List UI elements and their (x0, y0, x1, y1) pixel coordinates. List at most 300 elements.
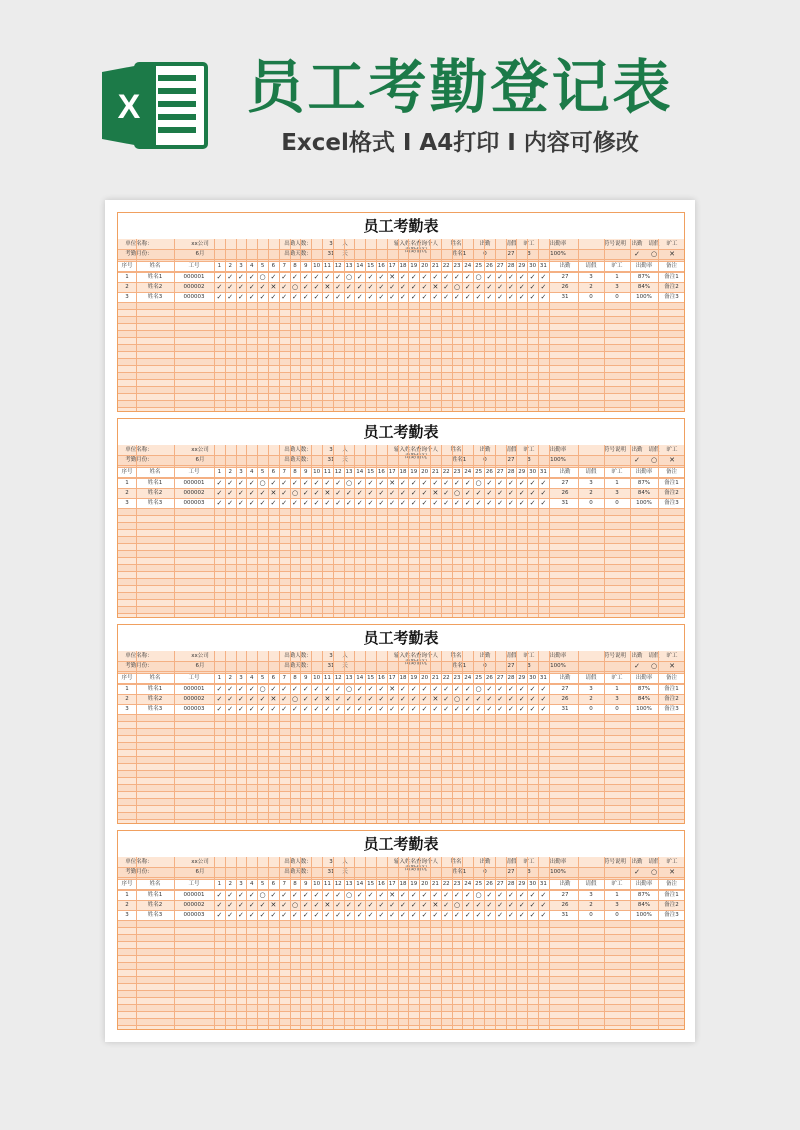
row-name: 姓名2 (147, 902, 163, 908)
col-absent: 旷工 (611, 675, 623, 681)
check-icon: ✓ (238, 499, 244, 507)
row-attend: 27 (561, 892, 569, 898)
col-day: 20 (421, 675, 429, 681)
col-day: 16 (377, 263, 385, 269)
query-name-input[interactable]: 姓名1 (451, 251, 467, 257)
check-icon: ✓ (378, 891, 385, 899)
col-day: 20 (421, 881, 429, 887)
grid-hline (118, 927, 684, 928)
check-icon: ✓ (464, 891, 471, 899)
staff-count-unit: 人 (342, 447, 348, 453)
query-name-input[interactable]: 姓名1 (451, 457, 467, 463)
check-icon: ✓ (464, 293, 471, 301)
query-name-header: 姓名 (450, 859, 462, 865)
query-leave: 27 (507, 869, 515, 875)
grid-hline (118, 742, 684, 743)
check-icon: ✓ (410, 273, 417, 281)
check-icon: ✓ (335, 479, 342, 487)
check-icon: ✓ (497, 901, 504, 909)
check-icon: ✓ (302, 891, 309, 899)
grid-vline (376, 445, 377, 618)
query-absent-header: 旷工 (523, 653, 535, 659)
check-icon: ✓ (238, 685, 244, 693)
check-icon: ✓ (540, 695, 547, 703)
check-icon: ✓ (421, 283, 428, 291)
check-icon: ✓ (443, 891, 450, 899)
row-id: 000002 (183, 490, 205, 496)
row-absent: 3 (615, 902, 619, 908)
row-note: 备注1 (664, 274, 679, 280)
query-rate-header: 出勤率 (549, 447, 567, 453)
check-icon: ✓ (281, 901, 288, 909)
check-icon: ✓ (227, 891, 234, 899)
col-day: 9 (304, 263, 308, 269)
check-icon: ✓ (518, 293, 525, 301)
row-rate: 87% (637, 892, 651, 898)
grid-hline (118, 1004, 684, 1005)
staff-count-value: 3 (329, 447, 333, 453)
month-label: 考勤月份： (125, 869, 153, 875)
grid-vline (398, 857, 399, 1030)
col-day: 6 (271, 263, 276, 269)
check-icon: ✓ (367, 685, 374, 693)
check-icon: ✓ (400, 293, 406, 301)
check-icon: ✓ (443, 499, 450, 507)
circle-icon: ○ (345, 891, 353, 899)
grid-hline (118, 777, 684, 778)
check-icon: ✓ (497, 685, 504, 693)
work-days-unit: 天 (342, 663, 348, 669)
grid-vline (578, 239, 579, 412)
grid-vline (225, 445, 226, 618)
check-icon: ✓ (475, 705, 482, 713)
query-attend-header: 出勤 (479, 241, 491, 247)
grid-vline (527, 445, 528, 618)
grid-lines (118, 419, 684, 617)
row-absent: 0 (615, 500, 619, 506)
check-icon: ✓ (367, 705, 374, 713)
grid-vline (604, 857, 605, 1030)
work-days-value: 31 (327, 251, 335, 257)
circle-icon: ○ (453, 901, 461, 909)
cross-icon: ✕ (432, 695, 439, 703)
grid-vline (484, 857, 485, 1030)
check-icon: ✓ (497, 273, 504, 281)
col-no: 序号 (121, 675, 133, 681)
grid-vline (246, 857, 247, 1030)
grid-vline (268, 239, 269, 412)
col-day: 30 (529, 263, 537, 269)
check-icon: ✓ (335, 911, 342, 919)
check-icon: ✓ (508, 479, 514, 487)
grid-hline (118, 661, 684, 662)
circle-icon: ○ (650, 662, 658, 670)
check-icon: ✓ (313, 911, 320, 919)
col-name: 姓名 (149, 263, 161, 269)
grid-vline (538, 857, 539, 1030)
row-name: 姓名3 (147, 912, 163, 918)
col-day: 8 (293, 881, 297, 887)
check-icon: ✓ (497, 911, 504, 919)
check-icon: ✓ (540, 293, 547, 301)
grid-vline (441, 651, 442, 824)
attendance-table (117, 624, 685, 824)
grid-vline (506, 445, 507, 618)
col-no: 序号 (121, 881, 133, 887)
symbol-absent-label: 旷工 (666, 447, 678, 453)
query-name-input[interactable]: 姓名1 (451, 663, 467, 669)
check-icon: ✓ (302, 705, 309, 713)
grid-vline (506, 857, 507, 1030)
check-icon: ✓ (389, 901, 396, 909)
col-rate: 出勤率 (635, 881, 653, 887)
col-day: 21 (431, 675, 439, 681)
check-icon: ✓ (324, 273, 331, 281)
check-icon: ✓ (540, 705, 547, 713)
col-day: 6 (271, 881, 276, 887)
symbol-leave-label: 请假 (648, 447, 660, 453)
grid-vline (495, 445, 496, 618)
check-icon: ✓ (410, 705, 417, 713)
row-note: 备注3 (664, 294, 679, 300)
grid-band (118, 1011, 684, 1018)
check-icon: ✓ (508, 273, 514, 281)
grid-hline (118, 819, 684, 820)
check-icon: ✓ (302, 273, 309, 281)
row-no: 2 (125, 902, 129, 908)
check-icon: ✓ (356, 273, 363, 281)
col-day: 8 (293, 675, 297, 681)
col-day: 29 (518, 881, 526, 887)
check-icon: ✓ (292, 685, 298, 693)
check-icon: ✓ (238, 901, 244, 909)
row-leave: 0 (589, 706, 593, 712)
check-icon: ✓ (292, 705, 298, 713)
check-icon: ✓ (313, 499, 320, 507)
row-attend: 27 (561, 480, 569, 486)
col-day: 13 (345, 469, 353, 475)
grid-hline (118, 323, 684, 324)
check-icon: ✓ (248, 499, 255, 507)
col-day: 9 (304, 881, 308, 887)
col-day: 31 (539, 675, 547, 681)
row-leave: 3 (589, 274, 593, 280)
grid-vline (365, 445, 366, 618)
check-icon: ✓ (400, 489, 406, 497)
check-icon: ✓ (238, 911, 244, 919)
symbol-leave-label: 请假 (648, 653, 660, 659)
grid-vline (506, 239, 507, 412)
row-note: 备注2 (664, 696, 679, 702)
row-rate: 100% (636, 500, 652, 506)
col-day: 17 (388, 469, 396, 475)
symbol-absent-label: 旷工 (666, 859, 678, 865)
check-icon: ✓ (486, 685, 493, 693)
check-icon: ✓ (313, 685, 320, 693)
grid-vline (452, 651, 453, 824)
grid-vline (136, 651, 137, 824)
grid-hline (118, 798, 684, 799)
col-day: 14 (356, 469, 364, 475)
company-label: 单位名称： (125, 241, 153, 247)
col-day: 9 (304, 675, 308, 681)
grid-vline (419, 651, 420, 824)
check-icon: ✓ (421, 695, 428, 703)
check-icon: ✓ (443, 695, 450, 703)
col-day: 5 (260, 675, 265, 681)
grid-vline (279, 857, 280, 1030)
row-leave: 2 (589, 490, 593, 496)
col-day: 12 (334, 263, 342, 269)
grid-vline (538, 239, 539, 412)
row-name: 姓名3 (147, 706, 163, 712)
col-leave: 请假 (585, 263, 597, 269)
symbol-attend-label: 出勤 (631, 859, 643, 865)
check-icon: ✓ (400, 685, 406, 693)
check-icon: ✓ (227, 911, 234, 919)
cross-icon: ✕ (389, 273, 396, 281)
row-no: 1 (125, 686, 129, 692)
col-day: 29 (518, 263, 526, 269)
grid-vline (430, 651, 431, 824)
col-day: 22 (442, 469, 450, 475)
grid-vline (473, 239, 474, 412)
row-no: 2 (125, 696, 129, 702)
grid-hline (118, 770, 684, 771)
check-icon: ✓ (421, 293, 428, 301)
grid-band (118, 997, 684, 1004)
check-icon: ✓ (356, 911, 363, 919)
grid-hline (118, 812, 684, 813)
grid-band (118, 337, 684, 344)
row-name: 姓名2 (147, 284, 163, 290)
check-icon: ✓ (518, 273, 525, 281)
col-day: 22 (442, 263, 450, 269)
check-icon: ✓ (324, 705, 331, 713)
attendance-table (117, 830, 685, 1030)
check-icon: ✓ (540, 499, 547, 507)
check-icon: ✓ (302, 695, 309, 703)
check-icon: ✓ (281, 293, 288, 301)
check-icon: ✓ (421, 705, 428, 713)
row-absent: 1 (615, 480, 619, 486)
check-icon: ✓ (443, 911, 450, 919)
row-id: 000001 (183, 274, 205, 280)
check-icon: ✓ (281, 283, 288, 291)
col-day: 9 (304, 469, 308, 475)
grid-hline (118, 613, 684, 614)
col-day: 15 (367, 263, 375, 269)
grid-hline (118, 900, 684, 901)
row-absent: 0 (615, 294, 619, 300)
col-day: 23 (453, 881, 461, 887)
check-icon: ✓ (432, 891, 439, 899)
grid-hline (118, 467, 684, 468)
query-name-header: 姓名 (450, 241, 462, 247)
col-no: 序号 (121, 263, 133, 269)
check-icon: ✓ (475, 283, 482, 291)
check-icon: ✓ (497, 479, 504, 487)
check-icon: ✓ (313, 273, 320, 281)
grid-vline (257, 651, 258, 824)
row-leave: 0 (589, 294, 593, 300)
grid-vline (658, 651, 659, 824)
check-icon: ✓ (400, 705, 406, 713)
staff-count-unit: 人 (342, 653, 348, 659)
row-rate: 87% (637, 686, 651, 692)
row-id: 000001 (183, 480, 205, 486)
circle-icon: ○ (453, 283, 461, 291)
check-icon: ✓ (367, 283, 374, 291)
check-icon: ✓ (270, 891, 277, 899)
col-day: 2 (228, 469, 232, 475)
row-attend: 31 (561, 912, 569, 918)
check-icon: ✓ (335, 695, 342, 703)
grid-vline (484, 239, 485, 412)
grid-hline (118, 694, 684, 695)
check-icon: ✓ (634, 868, 640, 876)
grid-vline (376, 651, 377, 824)
check-icon: ✓ (410, 685, 417, 693)
row-no: 3 (125, 912, 129, 918)
col-day: 27 (496, 881, 504, 887)
row-no: 2 (125, 490, 129, 496)
check-icon: ✓ (497, 695, 504, 703)
cross-icon: ✕ (669, 868, 675, 876)
query-leave-header: 请假 (505, 859, 517, 865)
col-note: 备注 (665, 675, 677, 681)
check-icon: ✓ (443, 273, 450, 281)
check-icon: ✓ (464, 499, 471, 507)
check-icon: ✓ (227, 695, 234, 703)
check-icon: ✓ (227, 283, 234, 291)
check-icon: ✓ (356, 489, 363, 497)
grid-hline (118, 805, 684, 806)
grid-vline (333, 651, 334, 824)
grid-vline (300, 857, 301, 1030)
col-day: 26 (485, 469, 493, 475)
grid-vline (549, 857, 550, 1030)
check-icon: ✓ (378, 499, 385, 507)
work-days-unit: 天 (342, 869, 348, 875)
grid-band (118, 805, 684, 812)
cross-icon: ✕ (432, 283, 439, 291)
grid-vline (549, 651, 550, 824)
check-icon: ✓ (281, 911, 288, 919)
check-icon: ✓ (346, 705, 352, 713)
check-icon: ✓ (432, 499, 439, 507)
check-icon: ✓ (464, 685, 471, 693)
grid-hline (118, 673, 684, 674)
check-icon: ✓ (324, 891, 331, 899)
row-name: 姓名1 (147, 686, 163, 692)
check-icon: ✓ (248, 695, 255, 703)
check-icon: ✓ (486, 911, 493, 919)
circle-icon: ○ (259, 273, 266, 281)
check-icon: ✓ (302, 479, 309, 487)
row-no: 3 (125, 500, 129, 506)
col-day: 1 (217, 675, 222, 681)
check-icon: ✓ (389, 499, 396, 507)
company-label: 单位名称： (125, 859, 153, 865)
col-day: 28 (507, 881, 515, 887)
check-icon: ✓ (292, 479, 298, 487)
col-day: 23 (453, 469, 461, 475)
grid-hline (118, 337, 684, 338)
check-icon: ✓ (464, 479, 471, 487)
check-icon: ✓ (227, 489, 234, 497)
col-day: 18 (399, 263, 407, 269)
col-day: 16 (377, 881, 385, 887)
check-icon: ✓ (259, 901, 266, 909)
check-icon: ✓ (400, 695, 406, 703)
symbol-attend-label: 出勤 (631, 447, 643, 453)
grid-band (118, 365, 684, 372)
row-attend: 31 (561, 706, 569, 712)
query-name-input[interactable]: 姓名1 (451, 869, 467, 875)
company-label: 单位名称： (125, 447, 153, 453)
check-icon: ✓ (216, 283, 223, 291)
cross-icon: ✕ (389, 685, 396, 693)
grid-vline (225, 857, 226, 1030)
grid-hline (118, 879, 684, 880)
check-icon: ✓ (540, 891, 547, 899)
query-attend-header: 出勤 (479, 653, 491, 659)
grid-band (118, 599, 684, 606)
col-day: 6 (271, 469, 276, 475)
staff-count-label: 出勤人数： (284, 447, 312, 453)
check-icon: ✓ (324, 911, 331, 919)
symbol-label: 符号说明 (604, 447, 627, 453)
check-icon: ✓ (216, 499, 223, 507)
check-icon: ✓ (410, 293, 417, 301)
check-icon: ✓ (367, 891, 374, 899)
grid-vline (246, 445, 247, 618)
grid-hline (118, 259, 684, 260)
grid-hline (118, 671, 684, 672)
grid-hline (118, 920, 684, 921)
symbol-absent-label: 旷工 (666, 653, 678, 659)
check-icon: ✓ (540, 685, 547, 693)
grid-vline (174, 445, 175, 618)
col-day: 25 (475, 881, 483, 887)
check-icon: ✓ (508, 283, 514, 291)
grid-vline (658, 445, 659, 618)
check-icon: ✓ (216, 489, 223, 497)
check-icon: ✓ (454, 293, 460, 301)
col-day: 12 (334, 469, 342, 475)
col-day: 27 (496, 263, 504, 269)
grid-band (118, 955, 684, 962)
col-absent: 旷工 (611, 263, 623, 269)
row-absent: 0 (615, 706, 619, 712)
check-icon: ✓ (486, 695, 493, 703)
grid-band (118, 735, 684, 742)
row-absent: 0 (615, 912, 619, 918)
check-icon: ✓ (389, 283, 396, 291)
grid-band (118, 515, 684, 522)
month-value: 6月 (195, 457, 205, 463)
grid-vline (419, 445, 420, 618)
grid-vline (604, 651, 605, 824)
col-day: 15 (367, 675, 375, 681)
circle-icon: ○ (475, 685, 482, 693)
grid-vline (516, 651, 517, 824)
check-icon: ✓ (238, 891, 244, 899)
query-absent: 3 (527, 251, 531, 257)
check-icon: ✓ (367, 499, 374, 507)
grid-hline (118, 330, 684, 331)
